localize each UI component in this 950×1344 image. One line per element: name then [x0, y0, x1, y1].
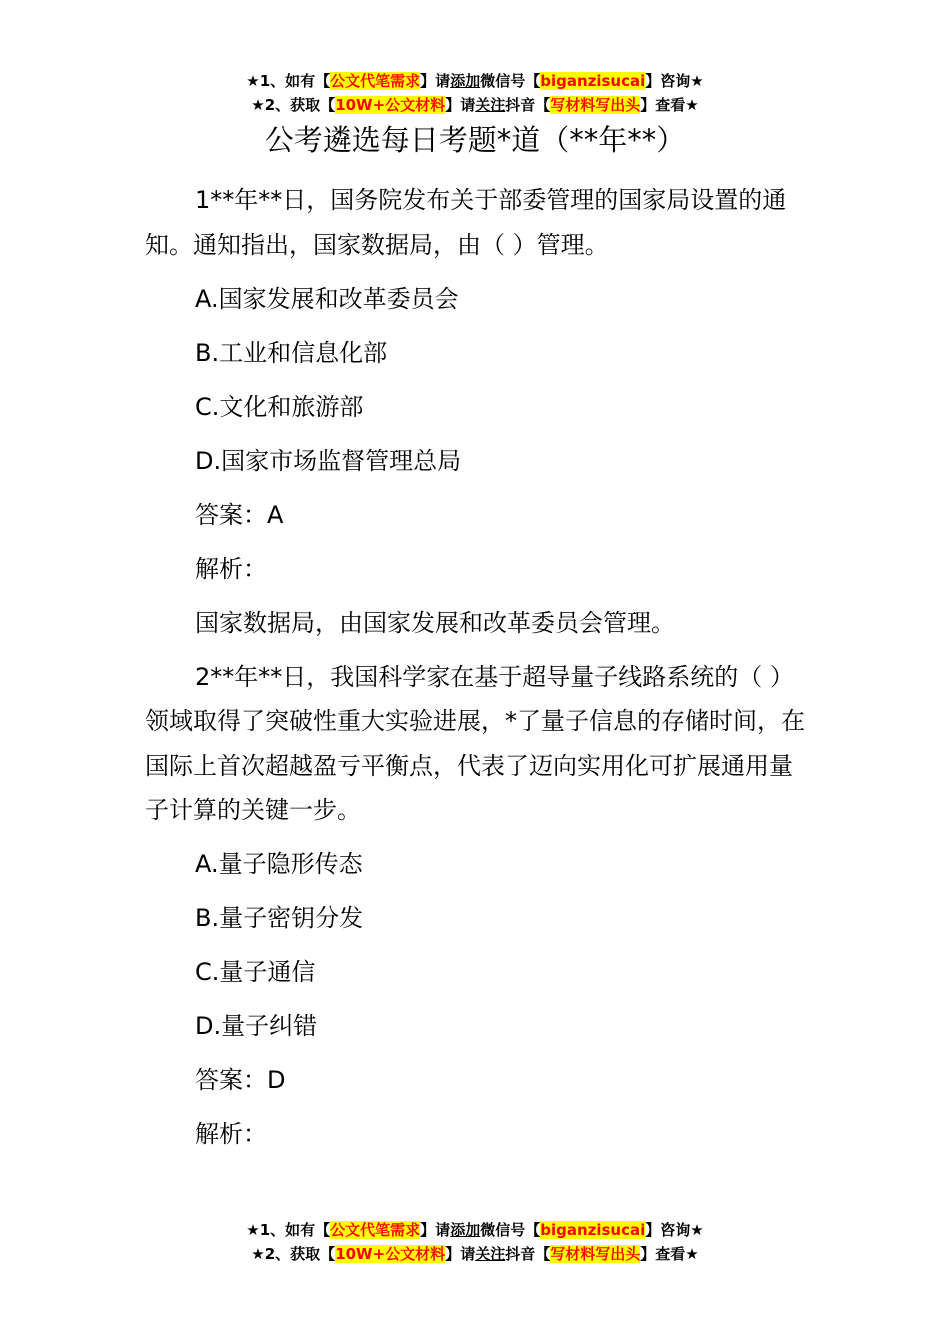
banner-text: ★1、如有【 [246, 1221, 331, 1239]
banner-line-1 [0, 69, 950, 93]
footer-banner [0, 1218, 950, 1266]
banner-text: 微信号【 [480, 1221, 541, 1239]
banner-text: 抖音【 [505, 96, 551, 114]
banner-text: 】咨询★ [645, 1221, 704, 1239]
banner-text: ★2、获取【 [251, 96, 336, 114]
banner-underline: 关注 [475, 96, 506, 114]
q2-option-a: A.量子隐形传态 [195, 850, 363, 878]
banner-underline: 添加 [450, 1221, 481, 1239]
highlight-materials: 10W+公文材料 [335, 1245, 446, 1263]
document-body [145, 178, 810, 1166]
banner-text: ★1、如有【 [246, 72, 331, 90]
banner-line-2 [0, 93, 950, 117]
q1-answer: 答案：A [195, 500, 284, 529]
highlight-service: 公文代笔需求 [330, 1221, 421, 1239]
q1-option-d: D.国家市场监督管理总局 [195, 446, 462, 475]
q1-option-c: C.文化和旅游部 [195, 392, 364, 421]
banner-text: 】请 [420, 1221, 451, 1239]
question-2-stem: 2**年**日，我国科学家在基于超导量子线路系统的（ ）领域取得了突破性重大实验进展，*了量子信息的存储时间，在国际上首次超越盈亏平衡点，代表了迈向实用化可扩展通用量子计算的关键一步。 [145, 662, 805, 824]
wechat-id: biganzisucai [540, 1221, 646, 1239]
douyin-account: 写材料写出头 [550, 96, 641, 114]
banner-text: 】请 [445, 1245, 476, 1263]
highlight-materials: 10W+公文材料 [335, 96, 446, 114]
q2-option-d: D.量子纠错 [195, 1012, 318, 1040]
banner-text: 抖音【 [505, 1245, 551, 1263]
douyin-account: 写材料写出头 [550, 1245, 641, 1263]
banner-text: 】咨询★ [645, 72, 704, 90]
banner-underline: 添加 [450, 72, 481, 90]
banner-text: 微信号【 [480, 72, 541, 90]
banner-underline: 关注 [475, 1245, 506, 1263]
banner-text: 】请 [420, 72, 451, 90]
banner-text: 】查看★ [640, 1245, 699, 1263]
q2-option-b: B.量子密钥分发 [195, 904, 364, 932]
page-title: 公考遴选每日考题*道（**年**） [264, 123, 686, 157]
banner-line-1 [0, 1218, 950, 1242]
q1-analysis: 国家数据局，由国家发展和改革委员会管理。 [195, 608, 675, 637]
wechat-id: biganzisucai [540, 72, 646, 90]
q2-option-c: C.量子通信 [195, 958, 316, 986]
q2-answer: 答案：D [195, 1066, 286, 1094]
q1-option-a: A.国家发展和改革委员会 [195, 284, 459, 313]
q2-analysis-label: 解析： [195, 1120, 267, 1148]
question-1-stem: 1**年**日，国务院发布关于部委管理的国家局设置的通知。通知指出，国家数据局，由（ ）管理。 [145, 186, 787, 259]
header-banner [0, 69, 950, 117]
banner-text: ★2、获取【 [251, 1245, 336, 1263]
banner-text: 】查看★ [640, 96, 699, 114]
highlight-service: 公文代笔需求 [330, 72, 421, 90]
banner-text: 】请 [445, 96, 476, 114]
q1-analysis-label: 解析： [195, 554, 267, 583]
banner-line-2 [0, 1242, 950, 1266]
q1-option-b: B.工业和信息化部 [195, 338, 388, 367]
